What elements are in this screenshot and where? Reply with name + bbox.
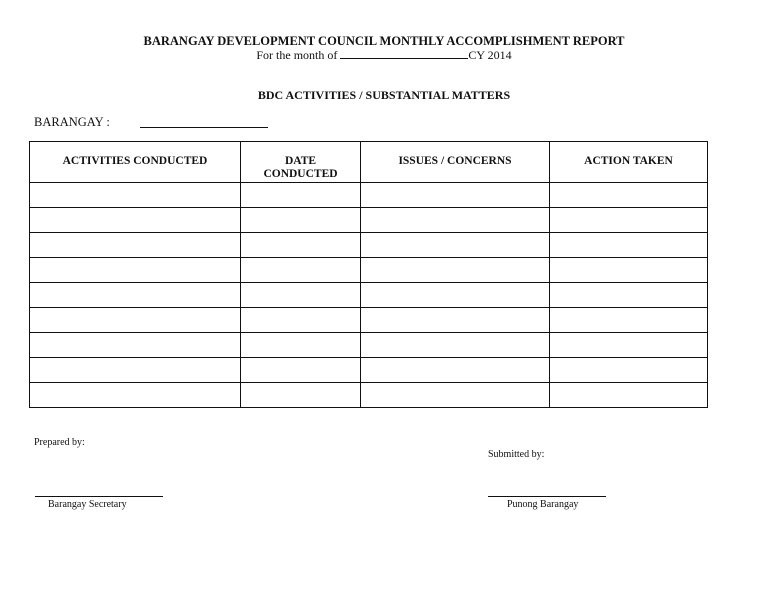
table-cell[interactable] (361, 383, 550, 408)
prepared-by-label: Prepared by: (34, 437, 85, 448)
barangay-blank-line (140, 127, 268, 128)
table-cell[interactable] (30, 308, 241, 333)
submitted-by-label: Submitted by: (488, 449, 545, 460)
prepared-signature-line (35, 496, 163, 497)
prepared-role: Barangay Secretary (48, 499, 127, 510)
table-header-row (30, 142, 708, 183)
table-row (30, 333, 708, 358)
table-cell[interactable] (30, 333, 241, 358)
month-line (0, 48, 768, 63)
table-cell[interactable] (361, 183, 550, 208)
table-cell[interactable] (550, 333, 708, 358)
table-cell[interactable] (241, 258, 361, 283)
table-cell[interactable] (361, 308, 550, 333)
table-cell[interactable] (550, 358, 708, 383)
table-cell[interactable] (241, 183, 361, 208)
table-cell[interactable] (361, 358, 550, 383)
submitted-role: Punong Barangay (507, 499, 579, 510)
table-cell[interactable] (241, 208, 361, 233)
table-row (30, 358, 708, 383)
table-body (30, 183, 708, 408)
header-date-conducted (241, 142, 361, 183)
table-cell[interactable] (361, 208, 550, 233)
table-row (30, 183, 708, 208)
month-suffix: CY 2014 (468, 48, 512, 62)
table-cell[interactable] (361, 283, 550, 308)
accomplishment-table (29, 141, 708, 408)
table-cell[interactable] (361, 233, 550, 258)
table-cell[interactable] (241, 333, 361, 358)
table-cell[interactable] (550, 233, 708, 258)
table-cell[interactable] (241, 358, 361, 383)
table-row (30, 258, 708, 283)
month-blank-line (340, 48, 468, 59)
table-row (30, 383, 708, 408)
table-cell[interactable] (550, 383, 708, 408)
header-activities-conducted: ACTIVITIES CONDUCTED (30, 142, 241, 183)
table-cell[interactable] (30, 383, 241, 408)
table-cell[interactable] (30, 283, 241, 308)
table-cell[interactable] (550, 208, 708, 233)
table-cell[interactable] (550, 258, 708, 283)
barangay-label: BARANGAY : (34, 115, 110, 129)
header-action-taken: ACTION TAKEN (550, 142, 708, 183)
table-cell[interactable] (241, 308, 361, 333)
month-prefix: For the month of (256, 48, 338, 62)
table-cell[interactable] (30, 258, 241, 283)
header-date-conducted-label: DATE CONDUCTED (263, 155, 338, 180)
table-cell[interactable] (550, 308, 708, 333)
table-row (30, 233, 708, 258)
report-title: BARANGAY DEVELOPMENT COUNCIL MONTHLY ACCOMPLISHMENT REPORT (143, 34, 625, 48)
table-cell[interactable] (361, 333, 550, 358)
header-issues-concerns: ISSUES / CONCERNS (361, 142, 550, 183)
section-title: BDC ACTIVITIES / SUBSTANTIAL MATTERS (257, 88, 511, 102)
table-cell[interactable] (550, 283, 708, 308)
table-row (30, 283, 708, 308)
table-cell[interactable] (30, 208, 241, 233)
table-row (30, 208, 708, 233)
table-cell[interactable] (550, 183, 708, 208)
table-cell[interactable] (241, 233, 361, 258)
submitted-signature-line (488, 496, 606, 497)
table-cell[interactable] (241, 383, 361, 408)
table-row (30, 308, 708, 333)
table-cell[interactable] (30, 358, 241, 383)
table-cell[interactable] (361, 258, 550, 283)
table-cell[interactable] (241, 283, 361, 308)
table-cell[interactable] (30, 233, 241, 258)
table-cell[interactable] (30, 183, 241, 208)
